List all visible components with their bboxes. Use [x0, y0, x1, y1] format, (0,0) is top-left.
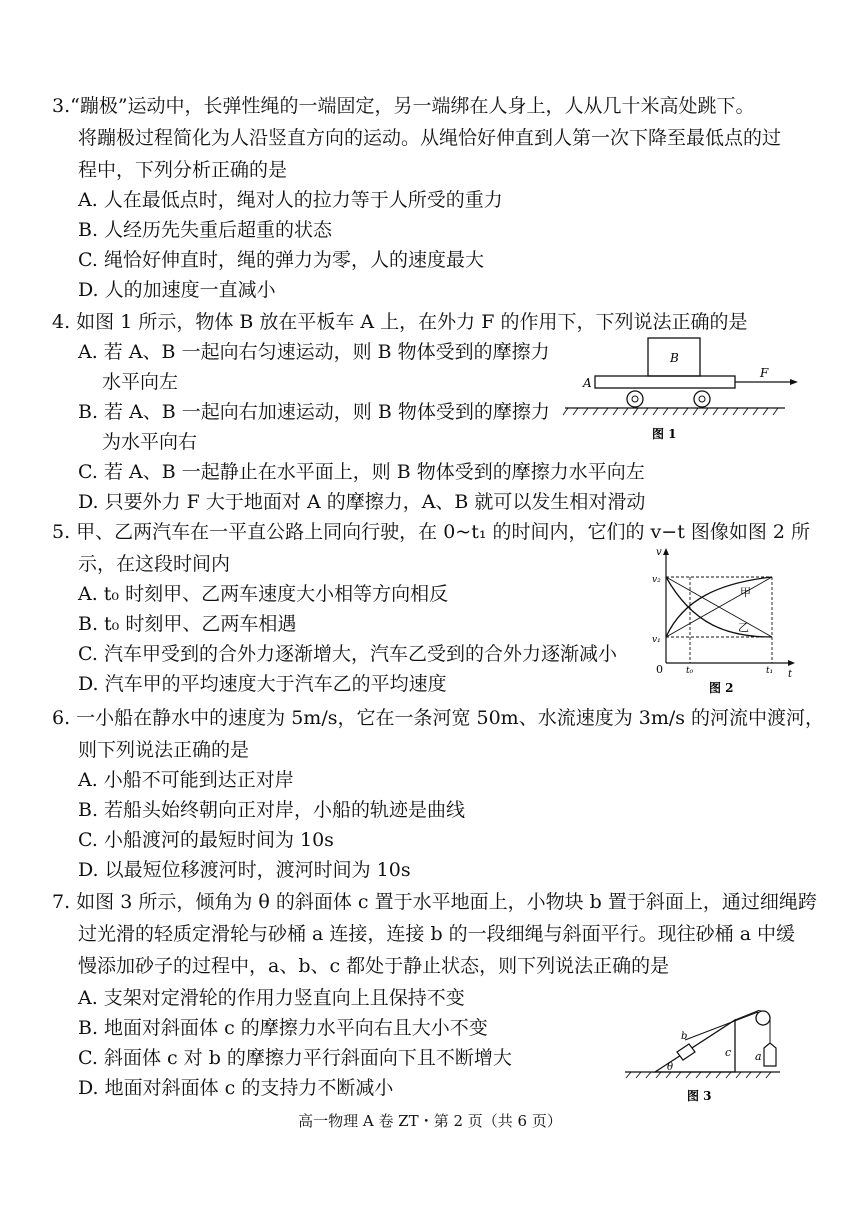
rope-to-b [685, 1012, 758, 1040]
page-footer: 高一物理 A 卷 ZT・第 2 页（共 6 页） [298, 1112, 562, 1130]
label-jia: 甲 [740, 586, 751, 599]
q3-option-a: A. 人在最低点时，绳对人的拉力等于人所受的重力 [78, 189, 503, 211]
q4-option-c: C. 若 A、B 一起静止在水平面上，则 B 物体受到的摩擦力水平向左 [78, 461, 645, 483]
q4-option-d: D. 只要外力 F 大于地面对 A 的摩擦力，A、B 就可以发生相对滑动 [78, 491, 646, 513]
q5-stem-line-1: 5. 甲、乙两汽车在一平直公路上同向行驶，在 0~t₁ 的时间内，它们的 v−t 图像如图 2 所 [52, 521, 811, 543]
pulley [756, 1011, 770, 1025]
q6-option-c: C. 小船渡河的最短时间为 10s [78, 829, 334, 851]
q5-option-b: B. t₀ 时刻甲、乙两车相遇 [78, 613, 297, 635]
origin-label: 0 [656, 663, 663, 676]
q4-option-b-line-2: 为水平向右 [102, 431, 198, 453]
label-b: b [681, 1031, 688, 1042]
label-c: c [725, 1046, 732, 1059]
wheel-left [627, 391, 643, 407]
q5-option-d: D. 汽车甲的平均速度大于汽车乙的平均速度 [78, 673, 447, 695]
q4-stem-line-1: 4. 如图 1 所示，物体 B 放在平板车 A 上，在外力 F 的作用下，下列说法正确的是 [52, 311, 748, 333]
wheel-right [694, 391, 710, 407]
q4-option-a-line-1: A. 若 A、B 一起向右匀速运动，则 B 物体受到的摩擦力 [78, 341, 550, 363]
q7-option-b: B. 地面对斜面体 c 的摩擦力水平向右且大小不变 [78, 1017, 488, 1039]
q3-stem-line-1: 3.“蹦极”运动中，长弹性绳的一端固定，另一端绑在人身上，人从几十米高处跳下。 [52, 95, 755, 117]
q6-option-a: A. 小船不可能到达正对岸 [78, 769, 294, 791]
label-f: F [760, 366, 769, 380]
ground-hatch [626, 1072, 771, 1078]
label-a: A [583, 376, 592, 390]
ground-hatch [563, 408, 778, 415]
figure-1-cart-diagram [560, 335, 810, 445]
label-yi: 乙 [738, 621, 749, 634]
figure-2-caption: 图 2 [709, 681, 734, 695]
q6-stem-line-1: 6. 一小船在静水中的速度为 5m/s，它在一条河宽 50m、水流速度为 3m/s 的河流中渡河， [52, 707, 825, 729]
q7-option-d: D. 地面对斜面体 c 的支持力不断减小 [78, 1077, 394, 1099]
q3-option-d: D. 人的加速度一直减小 [78, 279, 276, 301]
t0-label: t₀ [686, 666, 694, 676]
figure-3-incline-pulley [625, 1010, 805, 1110]
v-axis-label: v [656, 547, 662, 558]
q6-option-b: B. 若船头始终朝向正对岸，小船的轨迹是曲线 [78, 799, 466, 821]
figure-1-caption: 图 1 [652, 427, 677, 441]
cart-a [595, 376, 735, 388]
sand-bucket-a [764, 1043, 776, 1066]
t1-label: t₁ [766, 666, 774, 676]
q6-stem-line-2: 则下列说法正确的是 [78, 739, 250, 761]
label-b: B [670, 351, 679, 365]
q4-option-b-line-1: B. 若 A、B 一起向右加速运动，则 B 物体受到的摩擦力 [78, 401, 550, 423]
q7-stem-line-2: 过光滑的轻质定滑轮与砂桶 a 连接，连接 b 的一段细绳与斜面平行。现往砂桶 a 中缓 [78, 923, 796, 945]
q3-option-c: C. 绳恰好伸直时，绳的弹力为零，人的速度最大 [78, 249, 484, 271]
q3-stem-line-3: 程中，下列分析正确的是 [78, 159, 288, 181]
q7-option-a: A. 支架对定滑轮的作用力竖直向上且保持不变 [78, 987, 465, 1009]
v2-label: v₂ [652, 575, 661, 585]
v1-label: v₁ [652, 635, 661, 645]
label-theta: θ [667, 1062, 674, 1073]
figure-3-caption: 图 3 [687, 1089, 712, 1103]
q5-stem-line-2: 示，在这段时间内 [78, 553, 231, 575]
q7-stem-line-3: 慢添加砂子的过程中，a、b、c 都处于静止状态，则下列说法正确的是 [78, 955, 670, 977]
block-b [677, 1044, 695, 1060]
q3-option-b: B. 人经历先失重后超重的状态 [78, 219, 333, 241]
q5-option-a: A. t₀ 时刻甲、乙两车速度大小相等方向相反 [78, 583, 449, 605]
t-axis-label: t [788, 669, 793, 680]
q3-stem-line-2: 将蹦极过程简化为人沿竖直方向的运动。从绳恰好伸直到人第一次下降至最低点的过 [78, 127, 782, 149]
q4-option-a-line-2: 水平向左 [102, 371, 179, 393]
q5-option-c: C. 汽车甲受到的合外力逐渐增大，汽车乙受到的合外力逐渐减小 [78, 643, 617, 665]
q7-stem-line-1: 7. 如图 3 所示，倾角为 θ 的斜面体 c 置于水平地面上，小物块 b 置于斜面上，通过细绳跨 [52, 891, 817, 913]
label-a: a [755, 1050, 762, 1063]
q7-option-c: C. 斜面体 c 对 b 的摩擦力平行斜面向下且不断增大 [78, 1047, 512, 1069]
figure-2-vt-graph [648, 545, 798, 695]
q6-option-d: D. 以最短位移渡河时，渡河时间为 10s [78, 859, 411, 881]
